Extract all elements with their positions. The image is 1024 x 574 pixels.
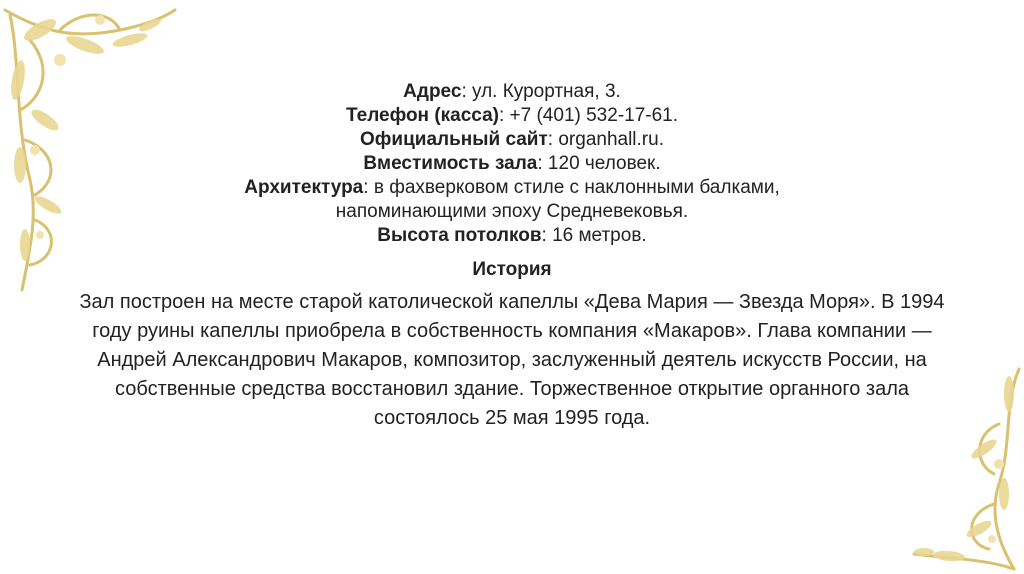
slide-content: [60, 80, 964, 433]
phone-label: Телефон (касса): [345, 105, 499, 126]
architecture-value-continued: напоминающими эпоху Средневековья.: [335, 201, 689, 222]
architecture-line-continued: [60, 200, 964, 224]
info-block: [60, 80, 964, 248]
architecture-line: [60, 176, 964, 200]
website-line: [60, 128, 964, 152]
ceiling-height-line: [60, 224, 964, 248]
website-value: : organhall.ru.: [547, 129, 664, 150]
address-line: [60, 80, 964, 104]
capacity-label: Вместимость зала: [363, 153, 538, 174]
website-label: Официальный сайт: [360, 129, 548, 150]
history-heading: История: [472, 259, 552, 280]
address-value: : ул. Курортная, 3.: [461, 81, 621, 102]
capacity-value: : 120 человек.: [537, 153, 661, 174]
phone-line: [60, 104, 964, 128]
capacity-line: [60, 152, 964, 176]
ceiling-height-value: : 16 метров.: [541, 225, 647, 246]
architecture-label: Архитектура: [244, 177, 364, 198]
address-label: Адрес: [403, 81, 462, 102]
phone-value: : +7 (401) 532-17-61.: [498, 105, 679, 126]
history-text: Зал построен на месте старой католической капеллы «Дева Мария — Звезда Моря». В 1994 году руины капеллы приобрела в собственность компания «Макаров». Глава компании — Андрей Александрович Макаров, композитор, заслуженный деятель искусств России, на собственные средства восстановил здание. Торжественное открытие органного зала состоялось 25 мая 1995 года.: [79, 291, 945, 429]
ceiling-height-label: Высота потолков: [377, 225, 542, 246]
architecture-value: : в фахверковом стиле с наклонными балками,: [363, 177, 780, 198]
